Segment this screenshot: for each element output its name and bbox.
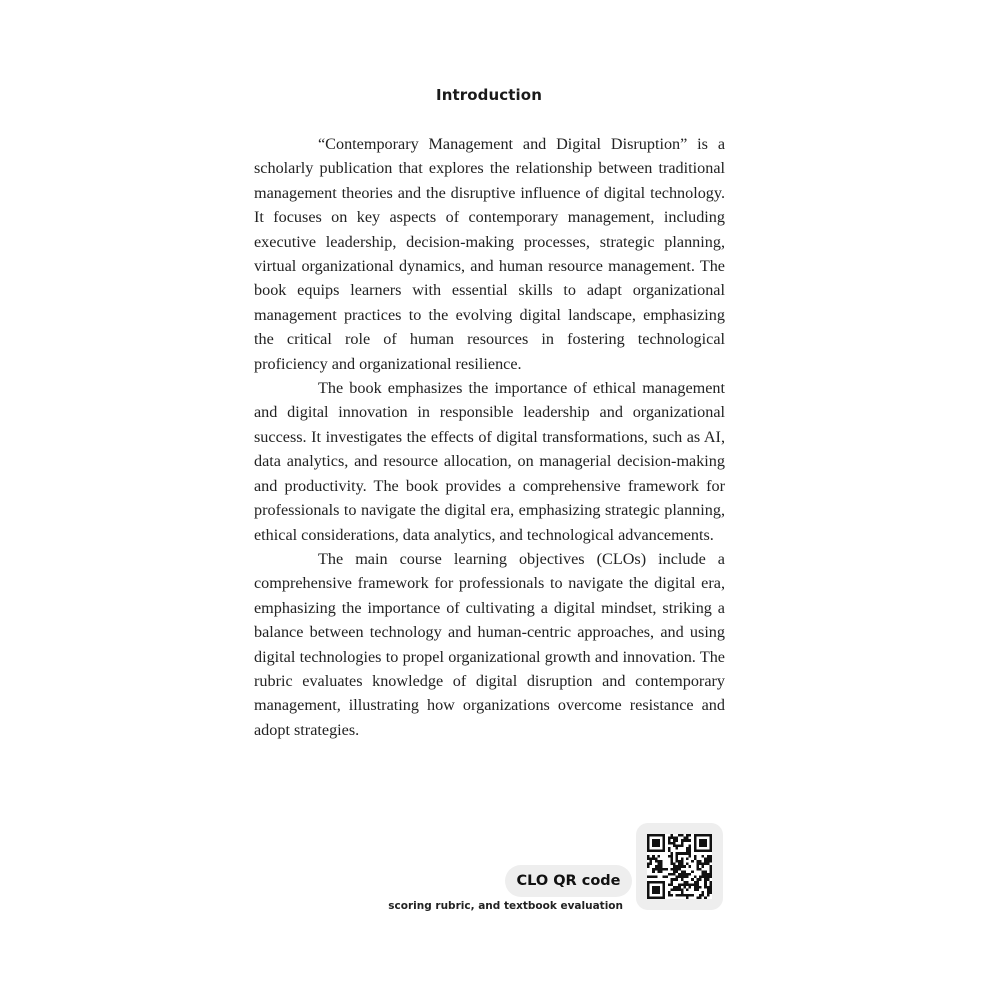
paragraph-1: “Contemporary Management and Digital Disruption” is a scholarly publication that explores the relationship between traditional management theories and the disruptive influence of digital technology. It focuses on key aspects of contemporary management, including executive leadership, decision-making processes, strategic planning, virtual organizational dynamics, and human resource management. The book equips learners with essential skills to adapt organizational management practices to the evolving digital landscape, emphasizing the critical role of human resources in fostering technological proficiency and organizational resilience. [254, 135, 725, 373]
qr-caption: scoring rubric, and textbook evaluation [388, 900, 623, 912]
qr-frame [636, 823, 723, 910]
qr-code-graphic [647, 834, 712, 899]
page-title: Introduction [436, 86, 542, 104]
qr-label: CLO QR code [516, 873, 621, 889]
qr-label-badge [505, 865, 632, 897]
introduction-body [254, 132, 725, 742]
paragraph-2: The book emphasizes the importance of ethical management and digital innovation in responsible leadership and organizational success. It investigates the effects of digital transformations, such as AI, data analytics, and resource allocation, on managerial decision-making and productivity. The book provides a comprehensive framework for professionals to navigate the digital era, emphasizing strategic planning, ethical considerations, data analytics, and technological advancements. [254, 379, 725, 544]
qr-code-icon[interactable] [647, 834, 712, 899]
paragraph-3: The main course learning objectives (CLOs) include a comprehensive framework for professionals to navigate the digital era, emphasizing the importance of cultivating a digital mindset, striking a balance between technology and human-centric approaches, and using digital technologies to propel organizational growth and innovation. The rubric evaluates knowledge of digital disruption and contemporary management, illustrating how organizations overcome resistance and adopt strategies. [254, 549, 725, 739]
